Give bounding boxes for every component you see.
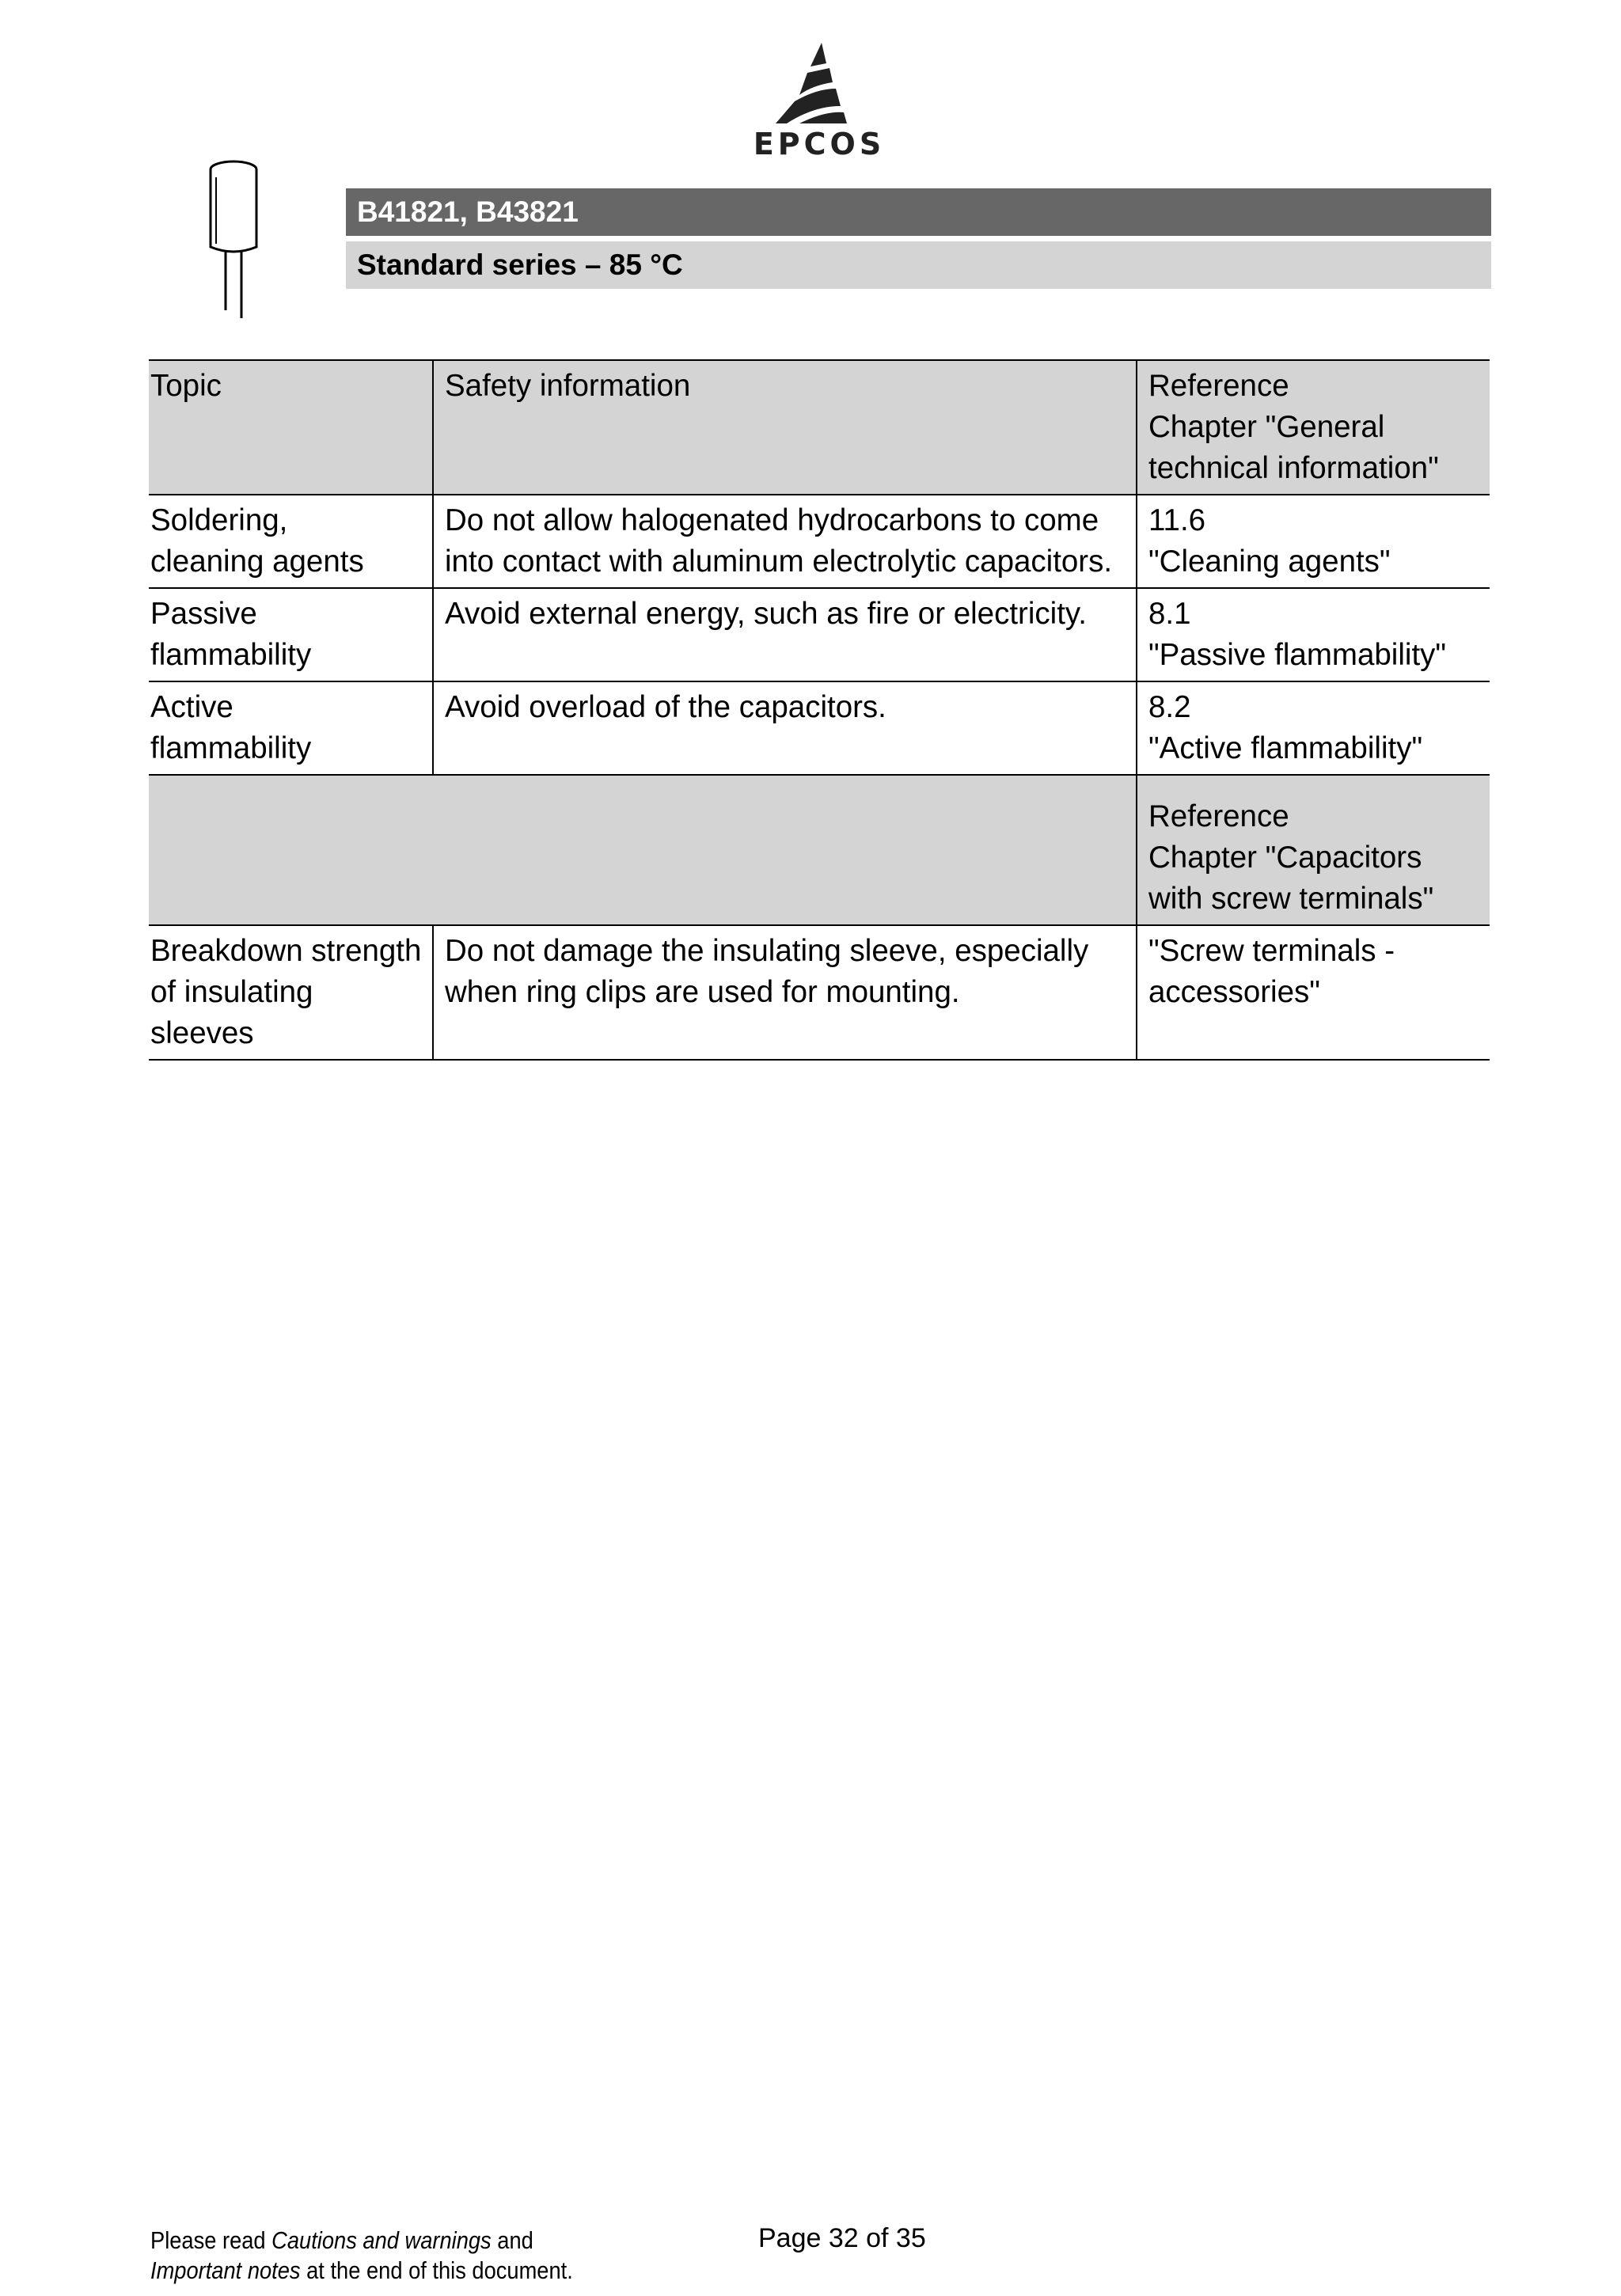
table-row	[149, 681, 1490, 775]
safety-line: Avoid external energy, such as fire or electricity.	[445, 597, 1088, 631]
reference-line: Chapter "Capacitors	[1148, 841, 1422, 875]
footer-note	[150, 2226, 573, 2286]
reference-line: Reference	[1148, 799, 1289, 833]
reference-line: "Cleaning agents"	[1148, 545, 1391, 579]
reference-line: 8.1	[1148, 597, 1191, 631]
header-topic: Topic	[149, 360, 433, 495]
safety-line: Do not damage the insulating sleeve, especially	[445, 934, 1089, 968]
row-safety	[433, 495, 1137, 588]
epcos-logo	[744, 38, 894, 165]
row-reference	[1137, 681, 1490, 775]
topic-line: flammability	[150, 638, 312, 672]
row-reference	[1137, 925, 1490, 1060]
cautions-link: Cautions and warnings	[271, 2226, 492, 2254]
logo-wordmark: EPCOS	[753, 127, 886, 161]
table-header-row	[149, 360, 1490, 495]
section2-header-reference	[1137, 775, 1490, 925]
epcos-logo-mark	[744, 38, 894, 125]
header-reference-line: Chapter "General	[1148, 410, 1385, 444]
important-notes-link: Important notes	[150, 2256, 301, 2284]
reference-line: 11.6	[1148, 503, 1206, 537]
header-safety: Safety information	[433, 360, 1137, 495]
capacitor-icon	[202, 158, 265, 321]
topic-line: Breakdown strength	[150, 934, 422, 968]
reference-line: with screw terminals"	[1148, 882, 1434, 916]
footer-note-line-2	[150, 2256, 573, 2286]
section2-header-blank	[149, 775, 1137, 925]
footer-note-and: and	[491, 2226, 533, 2254]
table-row	[149, 588, 1490, 681]
safety-line: into contact with aluminum electrolytic capacitors.	[445, 545, 1113, 579]
footer-note-suffix: at the end of this document.	[300, 2256, 573, 2284]
reference-line: "Active flammability"	[1148, 731, 1423, 765]
safety-table	[149, 359, 1490, 1061]
row-topic	[149, 495, 433, 588]
header-reference-line: Reference	[1148, 369, 1289, 403]
topic-line: Soldering,	[150, 503, 288, 537]
footer-note-prefix: Please read	[150, 2226, 272, 2254]
topic-line: cleaning agents	[150, 545, 364, 579]
section2-header-row	[149, 775, 1490, 925]
reference-line: accessories"	[1148, 975, 1320, 1009]
reference-line: "Screw terminals -	[1148, 934, 1395, 968]
header-reference-line: technical information"	[1148, 451, 1439, 485]
table-row	[149, 925, 1490, 1060]
row-safety	[433, 681, 1137, 775]
row-topic	[149, 925, 433, 1060]
series-subtitle-bar: Standard series – 85 °C	[346, 241, 1491, 289]
product-title-bar: B41821, B43821	[346, 188, 1491, 236]
row-reference	[1137, 588, 1490, 681]
topic-line: Passive	[150, 597, 257, 631]
reference-line: "Passive flammability"	[1148, 638, 1447, 672]
topic-line: flammability	[150, 731, 312, 765]
row-safety	[433, 588, 1137, 681]
topic-line: Active	[150, 690, 233, 724]
row-reference	[1137, 495, 1490, 588]
safety-line: when ring clips are used for mounting.	[445, 975, 960, 1009]
table-row	[149, 495, 1490, 588]
topic-line: sleeves	[150, 1016, 254, 1050]
safety-line: Do not allow halogenated hydrocarbons to come	[445, 503, 1099, 537]
safety-line: Avoid overload of the capacitors.	[445, 690, 886, 724]
page-number: Page 32 of 35	[758, 2223, 926, 2253]
row-safety	[433, 925, 1137, 1060]
header-reference	[1137, 360, 1490, 495]
footer-note-line-1	[150, 2226, 573, 2256]
row-topic	[149, 681, 433, 775]
reference-line: 8.2	[1148, 690, 1191, 724]
row-topic	[149, 588, 433, 681]
topic-line: of insulating	[150, 975, 313, 1009]
